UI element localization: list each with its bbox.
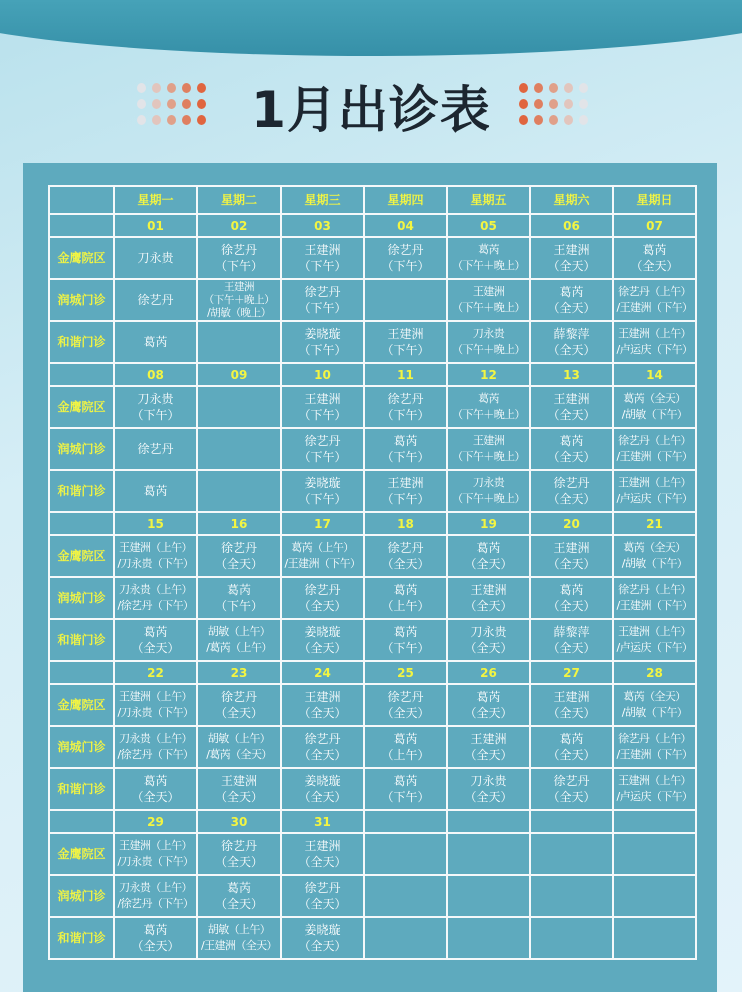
corner-cell (49, 186, 114, 214)
date-cell: 04 (364, 214, 447, 237)
schedule-cell: 王建洲 （下午） (364, 470, 447, 512)
date-cell: 23 (197, 661, 281, 684)
date-row (49, 363, 696, 386)
schedule-cell: 徐艺丹 （全天） (197, 684, 281, 726)
date-cell: 15 (114, 512, 197, 535)
dot-icon (564, 83, 573, 93)
site-label: 润城门诊 (49, 428, 114, 470)
date-cell: 21 (613, 512, 696, 535)
schedule-cell: 刀永贵 （全天） (447, 619, 530, 661)
schedule-cell (530, 917, 613, 959)
schedule-cell: 刀永贵 （下午＋晚上） (447, 321, 530, 363)
site-row (49, 470, 696, 512)
schedule-cell: 姜晓璇 （全天） (281, 917, 364, 959)
weekday-header-row (49, 186, 696, 214)
schedule-cell: 葛芮 (114, 470, 197, 512)
schedule-cell (197, 321, 281, 363)
schedule-cell: 刀永贵 （全天） (447, 768, 530, 810)
dot-icon (549, 99, 558, 109)
dot-icon (534, 83, 543, 93)
schedule-cell: 徐艺丹 （全天） (281, 577, 364, 619)
schedule-cell: 刀永贵 （下午） (114, 386, 197, 428)
schedule-cell: 王建洲 （全天） (530, 535, 613, 577)
schedule-cell (197, 470, 281, 512)
site-row (49, 237, 696, 279)
schedule-cell: 王建洲 （下午） (281, 386, 364, 428)
site-row (49, 428, 696, 470)
schedule-cell (364, 917, 447, 959)
schedule-cell: 王建洲 （全天） (281, 684, 364, 726)
weekday-header: 星期一 (114, 186, 197, 214)
dot-icon (534, 99, 543, 109)
dot-icon (549, 83, 558, 93)
site-row (49, 386, 696, 428)
schedule-cell: 姜晓璇 （全天） (281, 768, 364, 810)
schedule-cell: 葛芮 （下午＋晚上） (447, 237, 530, 279)
schedule-cell: 王建洲（上午） /刀永贵（下午） (114, 535, 197, 577)
date-cell: 01 (114, 214, 197, 237)
schedule-cell: 薛黎萍 （全天） (530, 619, 613, 661)
date-cell: 06 (530, 214, 613, 237)
site-label: 金鹰院区 (49, 684, 114, 726)
date-cell: 26 (447, 661, 530, 684)
weekday-header: 星期二 (197, 186, 281, 214)
site-row (49, 577, 696, 619)
schedule-cell: 徐艺丹 （全天） (281, 726, 364, 768)
site-label: 润城门诊 (49, 279, 114, 321)
schedule-cell: 葛芮 （全天） (114, 619, 197, 661)
schedule-cell: 葛芮 （全天） (447, 535, 530, 577)
dot-icon (564, 115, 573, 125)
date-cell (613, 810, 696, 833)
weekday-header: 星期日 (613, 186, 696, 214)
schedule-cell: 薛黎萍 （全天） (530, 321, 613, 363)
site-label: 金鹰院区 (49, 237, 114, 279)
weekday-header: 星期五 (447, 186, 530, 214)
site-row (49, 917, 696, 959)
site-label: 金鹰院区 (49, 386, 114, 428)
date-cell: 08 (114, 363, 197, 386)
header-arc-decoration (0, 0, 742, 56)
dot-icon (579, 115, 588, 125)
schedule-cell: 葛芮 （全天） (197, 875, 281, 917)
site-label: 金鹰院区 (49, 535, 114, 577)
schedule-cell: 徐艺丹（上午） /王建洲（下午） (613, 577, 696, 619)
schedule-cell: 王建洲（上午） /卢运庆（下午） (613, 619, 696, 661)
dot-icon (549, 115, 558, 125)
date-cell: 29 (114, 810, 197, 833)
date-cell: 16 (197, 512, 281, 535)
schedule-cell: 徐艺丹 （下午） (197, 237, 281, 279)
site-label: 和谐门诊 (49, 768, 114, 810)
dot-icon (519, 99, 528, 109)
date-row (49, 661, 696, 684)
schedule-cell: 徐艺丹 （下午） (364, 386, 447, 428)
schedule-cell: 刀永贵（上午） /徐艺丹（下午） (114, 577, 197, 619)
site-row (49, 684, 696, 726)
schedule-cell: 王建洲 （全天） (530, 684, 613, 726)
site-row (49, 726, 696, 768)
schedule-cell: 徐艺丹 （全天） (197, 833, 281, 875)
schedule-cell: 王建洲 （全天） (447, 726, 530, 768)
schedule-cell (530, 875, 613, 917)
schedule-cell (447, 917, 530, 959)
date-cell: 12 (447, 363, 530, 386)
schedule-cell (447, 833, 530, 875)
schedule-cell: 徐艺丹（上午） /王建洲（下午） (613, 279, 696, 321)
date-cell: 19 (447, 512, 530, 535)
date-row-label (49, 810, 114, 833)
schedule-cell (613, 833, 696, 875)
site-label: 润城门诊 (49, 726, 114, 768)
schedule-panel (23, 163, 717, 992)
schedule-cell (364, 833, 447, 875)
site-label: 润城门诊 (49, 875, 114, 917)
schedule-cell: 姜晓璇 （下午） (281, 321, 364, 363)
schedule-cell: 王建洲（上午） /卢运庆（下午） (613, 768, 696, 810)
site-row (49, 619, 696, 661)
site-label: 和谐门诊 (49, 470, 114, 512)
schedule-cell: 王建洲 （全天） (530, 237, 613, 279)
dot-icon (579, 99, 588, 109)
schedule-cell: 葛芮 （下午） (197, 577, 281, 619)
site-row (49, 833, 696, 875)
date-row-label (49, 363, 114, 386)
date-cell (447, 810, 530, 833)
schedule-cell: 葛芮（上午） /王建洲（下午） (281, 535, 364, 577)
schedule-cell (364, 279, 447, 321)
date-cell: 17 (281, 512, 364, 535)
schedule-cell: 葛芮 （全天） (114, 768, 197, 810)
date-cell: 14 (613, 363, 696, 386)
schedule-cell: 葛芮 （全天） (530, 428, 613, 470)
site-row (49, 321, 696, 363)
schedule-cell: 徐艺丹 （全天） (530, 470, 613, 512)
date-cell: 30 (197, 810, 281, 833)
schedule-cell: 王建洲 （下午） (281, 237, 364, 279)
schedule-cell: 胡敏（上午） /王建洲（全天） (197, 917, 281, 959)
schedule-cell: 王建洲（上午） /卢运庆（下午） (613, 470, 696, 512)
date-cell: 09 (197, 363, 281, 386)
site-label: 和谐门诊 (49, 619, 114, 661)
dot-icon (579, 83, 588, 93)
schedule-cell: 王建洲 （下午＋晚上） (447, 279, 530, 321)
schedule-cell: 王建洲 （下午） (364, 321, 447, 363)
date-cell: 13 (530, 363, 613, 386)
site-label: 金鹰院区 (49, 833, 114, 875)
date-row-label (49, 214, 114, 237)
dot-icon (534, 115, 543, 125)
schedule-cell: 王建洲 （全天） (447, 577, 530, 619)
schedule-cell: 徐艺丹 (114, 279, 197, 321)
date-cell: 22 (114, 661, 197, 684)
date-row (49, 214, 696, 237)
schedule-cell: 徐艺丹 (114, 428, 197, 470)
date-cell: 11 (364, 363, 447, 386)
schedule-cell: 葛芮 （下午） (364, 428, 447, 470)
date-cell (364, 810, 447, 833)
schedule-cell: 徐艺丹 （下午） (281, 428, 364, 470)
schedule-cell (613, 917, 696, 959)
schedule-cell (197, 428, 281, 470)
schedule-cell: 葛芮 （全天） (530, 279, 613, 321)
schedule-cell (197, 386, 281, 428)
schedule-cell: 徐艺丹 （全天） (364, 535, 447, 577)
schedule-cell: 徐艺丹 （全天） (197, 535, 281, 577)
schedule-cell (530, 833, 613, 875)
schedule-cell: 葛芮 （上午） (364, 577, 447, 619)
schedule-cell: 姜晓璇 （全天） (281, 619, 364, 661)
date-cell: 20 (530, 512, 613, 535)
schedule-cell: 姜晓璇 （下午） (281, 470, 364, 512)
schedule-cell (364, 875, 447, 917)
schedule-cell: 葛芮 （下午） (364, 768, 447, 810)
schedule-cell: 徐艺丹 （全天） (530, 768, 613, 810)
site-label: 和谐门诊 (49, 321, 114, 363)
schedule-cell: 徐艺丹（上午） /王建洲（下午） (613, 428, 696, 470)
schedule-cell: 刀永贵（上午） /徐艺丹（下午） (114, 726, 197, 768)
schedule-cell: 王建洲 （全天） (530, 386, 613, 428)
schedule-cell: 葛芮 （全天） (530, 577, 613, 619)
schedule-cell: 刀永贵 (114, 237, 197, 279)
schedule-cell: 葛芮 （下午） (364, 619, 447, 661)
schedule-cell: 徐艺丹 （下午） (281, 279, 364, 321)
schedule-cell: 徐艺丹（上午） /王建洲（下午） (613, 726, 696, 768)
date-cell: 07 (613, 214, 696, 237)
site-row (49, 279, 696, 321)
schedule-cell: 胡敏（上午） /葛芮（上午） (197, 619, 281, 661)
schedule-cell: 葛芮（全天） /胡敏（下午） (613, 386, 696, 428)
weekday-header: 星期六 (530, 186, 613, 214)
weekday-header: 星期三 (281, 186, 364, 214)
schedule-cell: 葛芮 （全天） (613, 237, 696, 279)
schedule-cell: 徐艺丹 （下午） (364, 237, 447, 279)
schedule-cell (447, 875, 530, 917)
site-row (49, 768, 696, 810)
date-cell: 28 (613, 661, 696, 684)
site-row (49, 535, 696, 577)
date-row-label (49, 661, 114, 684)
dot-icon (564, 99, 573, 109)
date-cell: 03 (281, 214, 364, 237)
schedule-cell: 葛芮 （全天） (530, 726, 613, 768)
schedule-cell: 葛芮 （全天） (114, 917, 197, 959)
schedule-cell: 葛芮 (114, 321, 197, 363)
date-cell: 31 (281, 810, 364, 833)
schedule-cell: 王建洲（上午） /卢运庆（下午） (613, 321, 696, 363)
schedule-cell (613, 875, 696, 917)
schedule-cell: 王建洲 （全天） (281, 833, 364, 875)
schedule-cell: 葛芮 （上午） (364, 726, 447, 768)
date-cell: 02 (197, 214, 281, 237)
weekday-header: 星期四 (364, 186, 447, 214)
date-cell: 24 (281, 661, 364, 684)
schedule-cell: 葛芮 （下午＋晚上） (447, 386, 530, 428)
schedule-cell: 刀永贵（上午） /徐艺丹（下午） (114, 875, 197, 917)
date-row (49, 810, 696, 833)
date-cell: 10 (281, 363, 364, 386)
schedule-cell: 王建洲 （下午＋晚上） (447, 428, 530, 470)
date-cell: 27 (530, 661, 613, 684)
site-label: 润城门诊 (49, 577, 114, 619)
schedule-table (48, 185, 697, 960)
page-title: 1月出诊表 (251, 81, 491, 139)
date-cell: 05 (447, 214, 530, 237)
schedule-cell: 葛芮（全天） /胡敏（下午） (613, 684, 696, 726)
dots-decoration-right (519, 83, 589, 125)
schedule-cell: 葛芮 （全天） (447, 684, 530, 726)
schedule-cell: 葛芮（全天） /胡敏（下午） (613, 535, 696, 577)
schedule-cell: 王建洲（上午） /刀永贵（下午） (114, 684, 197, 726)
dot-icon (519, 83, 528, 93)
site-label: 和谐门诊 (49, 917, 114, 959)
date-row (49, 512, 696, 535)
schedule-cell: 胡敏（上午） /葛芮（全天） (197, 726, 281, 768)
schedule-cell: 王建洲 （下午＋晚上） /胡敏（晚上） (197, 279, 281, 321)
schedule-cell: 刀永贵 （下午＋晚上） (447, 470, 530, 512)
date-cell: 18 (364, 512, 447, 535)
schedule-cell: 徐艺丹 （全天） (281, 875, 364, 917)
dot-icon (519, 115, 528, 125)
site-row (49, 875, 696, 917)
date-cell: 25 (364, 661, 447, 684)
date-cell (530, 810, 613, 833)
schedule-cell: 王建洲（上午） /刀永贵（下午） (114, 833, 197, 875)
schedule-cell: 徐艺丹 （全天） (364, 684, 447, 726)
date-row-label (49, 512, 114, 535)
schedule-cell: 王建洲 （全天） (197, 768, 281, 810)
